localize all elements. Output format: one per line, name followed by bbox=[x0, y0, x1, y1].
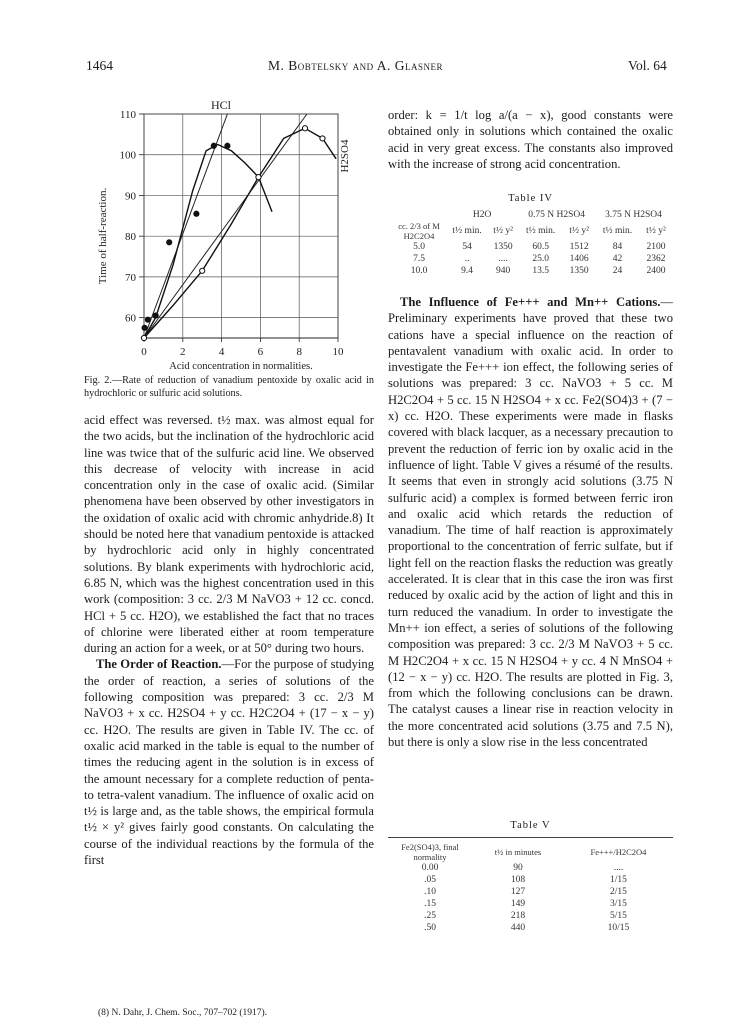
x-tick-label: 6 bbox=[257, 346, 264, 358]
table-cell: 0.00 bbox=[421, 863, 439, 873]
right-column-top bbox=[388, 107, 673, 172]
left-paragraph-2: —For the purpose of studying the order of reaction, a series of solutions of the following composition was prepared: 3 cc. 2/3 M NaVO3 + x cc. H2SO4 + y cc. H2C2O4 + (17 − x − y) cc. H2O. The results are given in Table IV. The cc. of oxalic acid marked in the table is equal to the number of times the reducing agent in the solution is in excess of the amount necessary for a complete reduction of penta- to tetra-valent vanadium. The influence of oxalic acid on t½ is large and, as the table shows, the empirical formula t½ × y² gives fairly good constants. On calculating the course of the individual reactions by the formula of the first bbox=[84, 657, 374, 868]
table4-header-cell: t½ min. bbox=[452, 226, 482, 236]
table5-title: Table V bbox=[510, 820, 551, 831]
table-cell: 60.5 bbox=[532, 242, 549, 252]
data-point-filled bbox=[153, 313, 158, 318]
volume-label: Vol. 64 bbox=[628, 58, 667, 73]
table-row bbox=[392, 265, 672, 277]
table4-header-cell: t½ y² bbox=[569, 226, 589, 236]
table-row bbox=[392, 221, 672, 241]
table-row bbox=[392, 209, 672, 221]
table-cell: 84 bbox=[612, 242, 623, 252]
table-row bbox=[392, 253, 672, 265]
right-paragraph-0: order: k = 1/t log a/(a − x), good constants were obtained only in solutions which contained the oxalic acid in very great excess. The constants also improved with the increase of strong acid concentration. bbox=[388, 108, 673, 171]
right-label: H2SO4 bbox=[339, 139, 351, 173]
data-point-filled bbox=[225, 143, 230, 148]
figure-caption-text: —Rate of reduction of vanadium pentoxide by oxalic acid in hydrochloric or sulfuric acid solutions. bbox=[84, 375, 374, 399]
table-cell: 13.5 bbox=[532, 266, 549, 276]
table-cell: .25 bbox=[424, 911, 436, 921]
table-cell: 10.0 bbox=[410, 266, 428, 276]
table-cell: 440 bbox=[510, 923, 526, 933]
data-point-open bbox=[200, 268, 205, 273]
table-cell: 7.5 bbox=[413, 254, 425, 264]
table-cell: 5.0 bbox=[413, 242, 425, 252]
table-cell: .50 bbox=[424, 923, 436, 933]
left-column bbox=[84, 412, 374, 868]
data-point-filled bbox=[211, 143, 216, 148]
table4-header-cell: t½ y² bbox=[493, 226, 514, 236]
table-cell: 54 bbox=[462, 242, 472, 252]
table-row bbox=[388, 862, 673, 874]
table5-header-cell: Fe2(SO4)3, final normality bbox=[401, 842, 459, 862]
y-tick-label: 70 bbox=[125, 271, 136, 284]
data-point-filled bbox=[167, 240, 172, 245]
table-cell: 42 bbox=[612, 254, 623, 264]
table-cell: 90 bbox=[513, 863, 523, 873]
table-cell: .. bbox=[464, 254, 470, 264]
figure-caption bbox=[84, 375, 374, 400]
table-cell: 1406 bbox=[569, 254, 589, 264]
data-point-filled bbox=[194, 211, 199, 216]
table-cell: 1350 bbox=[569, 266, 589, 276]
x-tick-label: 2 bbox=[180, 346, 186, 358]
table-row bbox=[388, 898, 673, 910]
data-point-filled bbox=[145, 317, 150, 322]
table5-header-cell: t½ in minutes bbox=[494, 847, 542, 857]
table-cell: .... bbox=[498, 254, 508, 264]
table5-header-cell: Fe+++/H2C2O4 bbox=[590, 847, 647, 857]
table4-col0-header: cc. 2/3 of M H2C2O4 bbox=[398, 221, 440, 241]
x-axis-label: Acid concentration in normalities. bbox=[169, 361, 313, 372]
y-tick-label: 100 bbox=[119, 149, 136, 162]
running-title: M. Bobtelsky and A. Glasner bbox=[268, 58, 444, 73]
table-cell: 25.0 bbox=[532, 254, 549, 264]
table4-title: Table IV bbox=[508, 193, 553, 204]
table5-top-rule bbox=[388, 837, 673, 838]
section-heading-order: The Order of Reaction. bbox=[96, 657, 222, 672]
table-cell: 10/15 bbox=[607, 923, 630, 933]
data-point-filled bbox=[142, 325, 147, 330]
table-cell: 108 bbox=[510, 875, 526, 885]
data-point-open bbox=[141, 335, 146, 340]
table-row bbox=[388, 886, 673, 898]
table-cell: 2400 bbox=[646, 266, 666, 276]
right-paragraph-3: —Preliminary experiments have proved that these two cations have a special influence on the reaction of pentavalent vanadium with oxalic acid. In order to investigate the Fe+++ ion effect, the following series of solutions was prepared: 3 cc. NaVO3 + 5 cc. M H2C2O4 + 5 cc. 15 N H2SO4 + x cc. Fe2(SO4)3 + (7 − x) cc. H2O. These experiments were made in flasks covered with black lacquer, as a necessary precaution to prevent the reduction of ferric ion by oxalic acid in the influence of light. Table V gives a résumé of the results. It seems that even in strongly acid solutions (3.75 N sulfuric acid) a complex is formed between ferric iron and oxalic acid which retards the reduction of vanadium. The time of half reaction is approximately proportional to the concentration of ferric sulfate, but if light fell on the reaction flasks the reduction was greatly accelerated. It is clear that in this case the iron was first reduced by oxalic acid by the action of light and this in turn reduced the vanadium. In order to investigate the Mn++ ion effect, a series of solutions of the following composition was prepared: 3 cc. 2/3 M NaVO3 + 5 cc. M H2C2O4 + x cc. 15 N H2SO4 + y cc. 4 N MnSO4 + (12 − x − y) cc. H2O. The results are plotted in Fig. 3, from which the following conclusions can be drawn. The catalyst causes a linear rise in reaction velocity in the more concentrated acid solutions (3.75 and 7.5 N), but there is only a slow rise in the less concentrated bbox=[388, 295, 673, 750]
table-cell: 5/15 bbox=[610, 911, 627, 921]
chart-title: HCl bbox=[210, 98, 232, 112]
table5 bbox=[388, 842, 673, 934]
y-axis-label: Time of half-reaction. bbox=[97, 187, 109, 285]
table-cell: 2362 bbox=[646, 254, 666, 264]
table-row bbox=[388, 874, 673, 886]
table-cell: 9.4 bbox=[461, 266, 473, 276]
table-cell: 149 bbox=[510, 899, 526, 909]
y-tick-label: 90 bbox=[125, 190, 136, 203]
table-cell: 2100 bbox=[646, 242, 666, 252]
table-cell: 127 bbox=[510, 887, 526, 897]
page-number: 1464 bbox=[86, 58, 113, 73]
hcl-curve bbox=[144, 145, 272, 339]
table-cell: 1512 bbox=[569, 242, 589, 252]
table-cell: 2/15 bbox=[610, 887, 627, 897]
data-point-open bbox=[302, 126, 307, 131]
table-cell: 24 bbox=[612, 266, 623, 276]
table4-header-cell: t½ min. bbox=[525, 226, 556, 236]
table-cell: .05 bbox=[424, 875, 436, 885]
fig2-chart bbox=[84, 96, 374, 372]
y-tick-label: 80 bbox=[125, 231, 136, 244]
table-cell: 1/15 bbox=[610, 875, 627, 885]
table-cell: .10 bbox=[424, 887, 436, 897]
section-heading-cations: The Influence of Fe+++ and Mn++ Cations. bbox=[400, 295, 661, 309]
table-cell: 218 bbox=[510, 911, 526, 921]
table-row bbox=[388, 922, 673, 934]
y-tick-label: 110 bbox=[119, 109, 136, 121]
table4-header-cell: t½ y² bbox=[646, 226, 666, 236]
left-paragraph-1: acid effect was reversed. t½ max. was almost equal for the two acids, but the inclination of the hydrochloric acid line was twice that of the sulfuric acid line. We observed this decrease of velocity with increase in acid concentration only in the case of oxalic acid. (Similar phenomena have been observed by other investigators in the oxidation of oxalic acid with chromic anhydride.8) It should be noted here that vanadium pentoxide is attacked by hydrochloric acid only in highly concentrated solutions. By blank experiments with hydrochloric acid, 6.85 N, which was the highest concentration used in this work (composition: 3 cc. 2/3 M NaVO3 + 12 cc. concd. HCl + 5 cc. H2O), we established the fact that no traces of chlorine were liberated either at room temperature during an action for a week, or at 50° during two hours. bbox=[84, 413, 374, 656]
table4-header-cell: t½ min. bbox=[602, 226, 633, 236]
table4-group-375: 3.75 N H2SO4 bbox=[605, 210, 662, 220]
figure-label: Fig. 2. bbox=[84, 375, 112, 386]
table-row bbox=[392, 241, 672, 253]
table-cell: 1350 bbox=[493, 242, 513, 252]
footnote: (8) N. Dahr, J. Chem. Soc., 707–702 (1917). bbox=[98, 1008, 268, 1018]
right-column-main bbox=[388, 294, 673, 750]
x-tick-label: 4 bbox=[218, 346, 225, 358]
data-point-open bbox=[256, 175, 261, 180]
h2so4-curve bbox=[144, 128, 336, 338]
x-tick-label: 8 bbox=[296, 346, 302, 358]
table-row bbox=[388, 842, 673, 862]
table-cell: .15 bbox=[424, 899, 436, 909]
x-tick-label: 10 bbox=[332, 346, 344, 358]
table4 bbox=[392, 209, 672, 277]
y-tick-label: 60 bbox=[125, 312, 136, 325]
table-cell: 940 bbox=[496, 266, 511, 276]
table4-group-075: 0.75 N H2SO4 bbox=[528, 210, 585, 220]
data-point-open bbox=[320, 136, 325, 141]
x-tick-label: 0 bbox=[141, 346, 147, 358]
table-cell: 3/15 bbox=[610, 899, 627, 909]
table-row bbox=[388, 910, 673, 922]
table4-group-h2o: H2O bbox=[472, 210, 492, 220]
table-cell: .... bbox=[613, 863, 624, 873]
